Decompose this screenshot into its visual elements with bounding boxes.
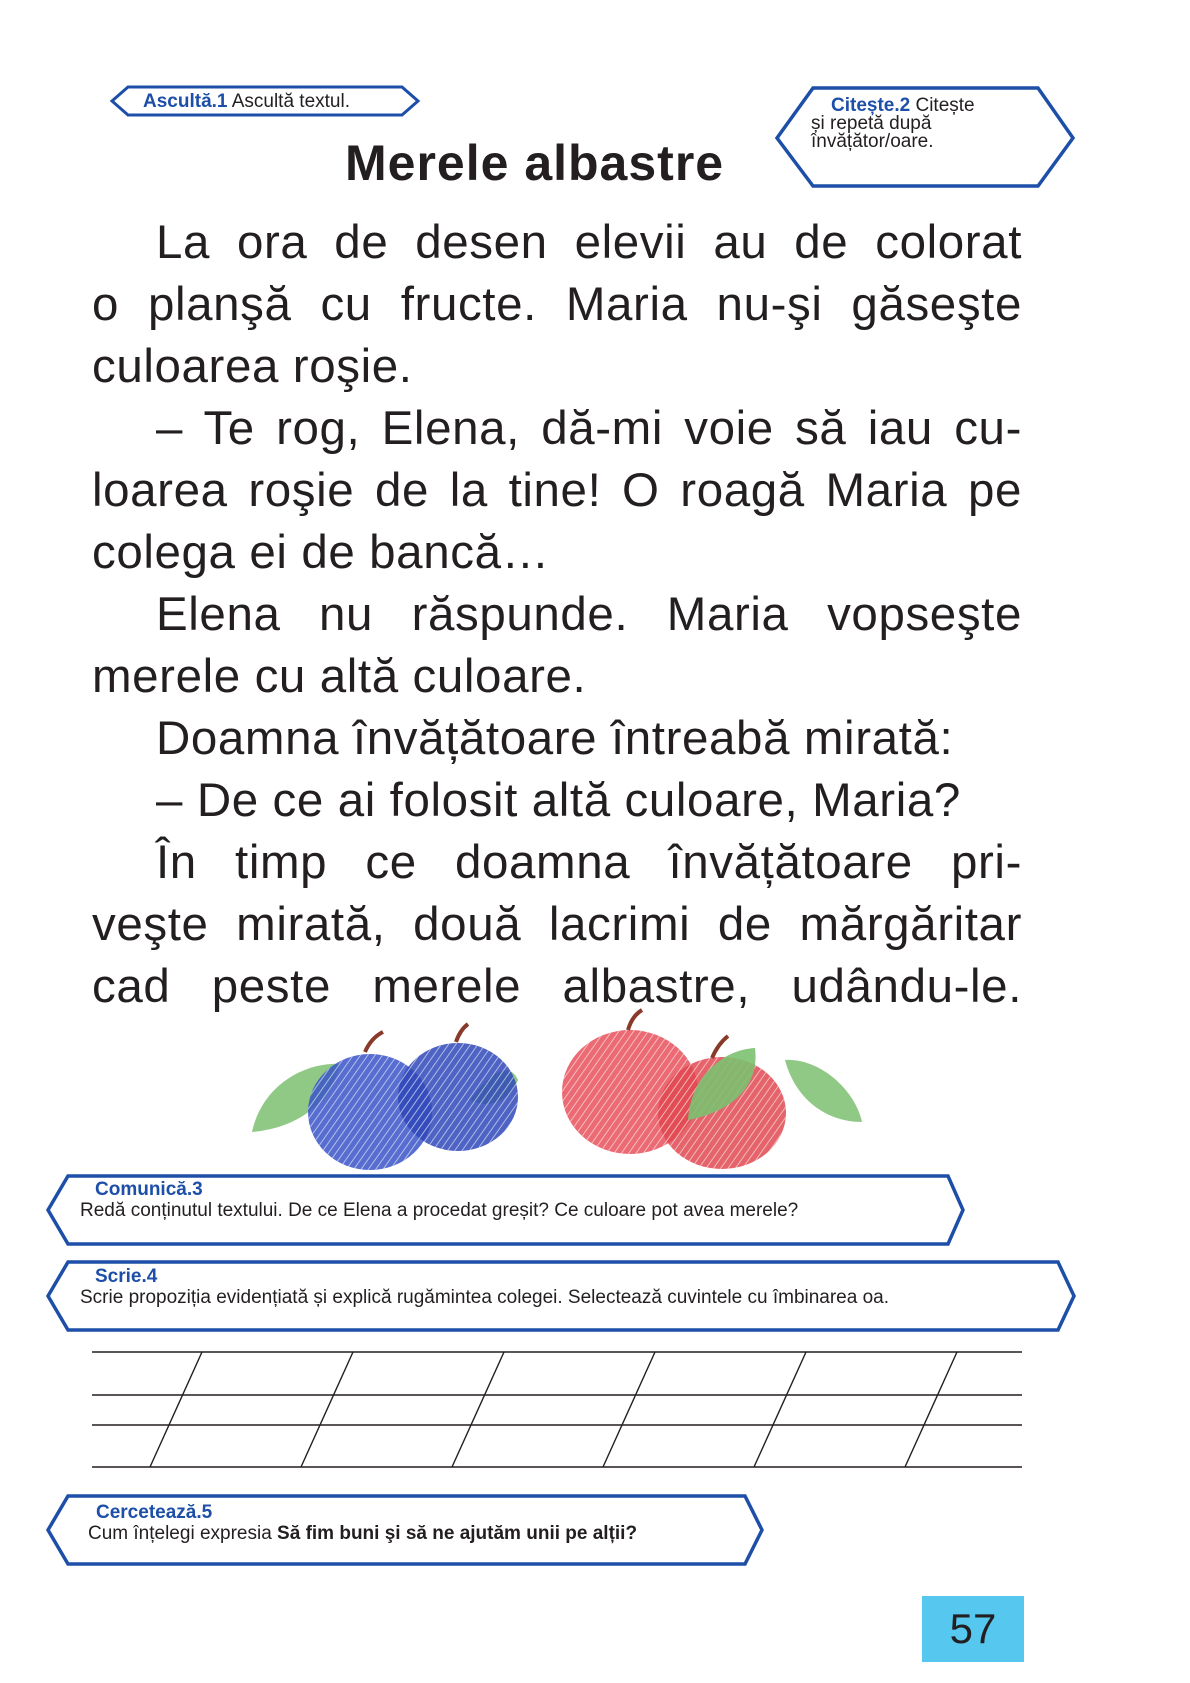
task-text-read-1: Citește [915, 95, 975, 116]
story-line-7: Elena nu răspunde. Maria vopseşte [156, 588, 1022, 641]
story-line-6: colega ei de bancă… [92, 526, 550, 579]
story-line-11: În timp ce doamna învățătoare pri- [156, 836, 1022, 889]
story-line-2: o planşă cu fructe. Maria nu-şi găseşte [92, 278, 1022, 331]
page-number: 57 [922, 1596, 1024, 1662]
story-line-10: – De ce ai folosit altă culoare, Maria? [156, 774, 961, 827]
story-line-12: veşte mirată, două lacrimi de mărgăritar [92, 898, 1022, 951]
task-tag-read: Citește.2 [831, 95, 911, 116]
task-text-research-bold: Să fim buni şi să ne ajutăm unii pe alții? [277, 1523, 638, 1544]
story-line-5: loarea roşie de la tine! O roagă Maria pe [92, 464, 1022, 517]
task-text-read-2: și repetă după [811, 113, 932, 134]
story-line-3: culoarea roşie. [92, 340, 413, 393]
task-text-communicate: Redă conținutul textului. De ce Elena a procedat greșit? Ce culoare pot avea merele? [80, 1200, 799, 1221]
story-line-13: cad peste merele albastre, udându-le. [92, 960, 1022, 1013]
story-title: Merele albastre [345, 135, 725, 191]
task-text-research: Cum înțelegi expresia [88, 1523, 278, 1544]
task-text-write: Scrie propoziția evidențiată și explică rugămintea colegei. Selectează cuvintele cu îmbinarea oa. [80, 1287, 890, 1308]
task-tag-communicate: Comunică.3 [95, 1179, 203, 1200]
task-tag-write: Scrie.4 [95, 1266, 158, 1287]
story-line-8: merele cu altă culoare. [92, 650, 587, 703]
task-tag-listen: Ascultă.1 [143, 91, 228, 112]
task-text-read-3: învățător/oare. [811, 131, 934, 152]
story-line-4: – Te rog, Elena, dă-mi voie să iau cu- [156, 402, 1022, 455]
task-text-listen: Ascultă textul. [231, 91, 350, 112]
story-line-1: La ora de desen elevii au de colorat [156, 216, 1022, 269]
task-tag-research: Cercetează.5 [96, 1502, 213, 1523]
story-line-9: Doamna învățătoare întreabă mirată: [156, 712, 954, 765]
